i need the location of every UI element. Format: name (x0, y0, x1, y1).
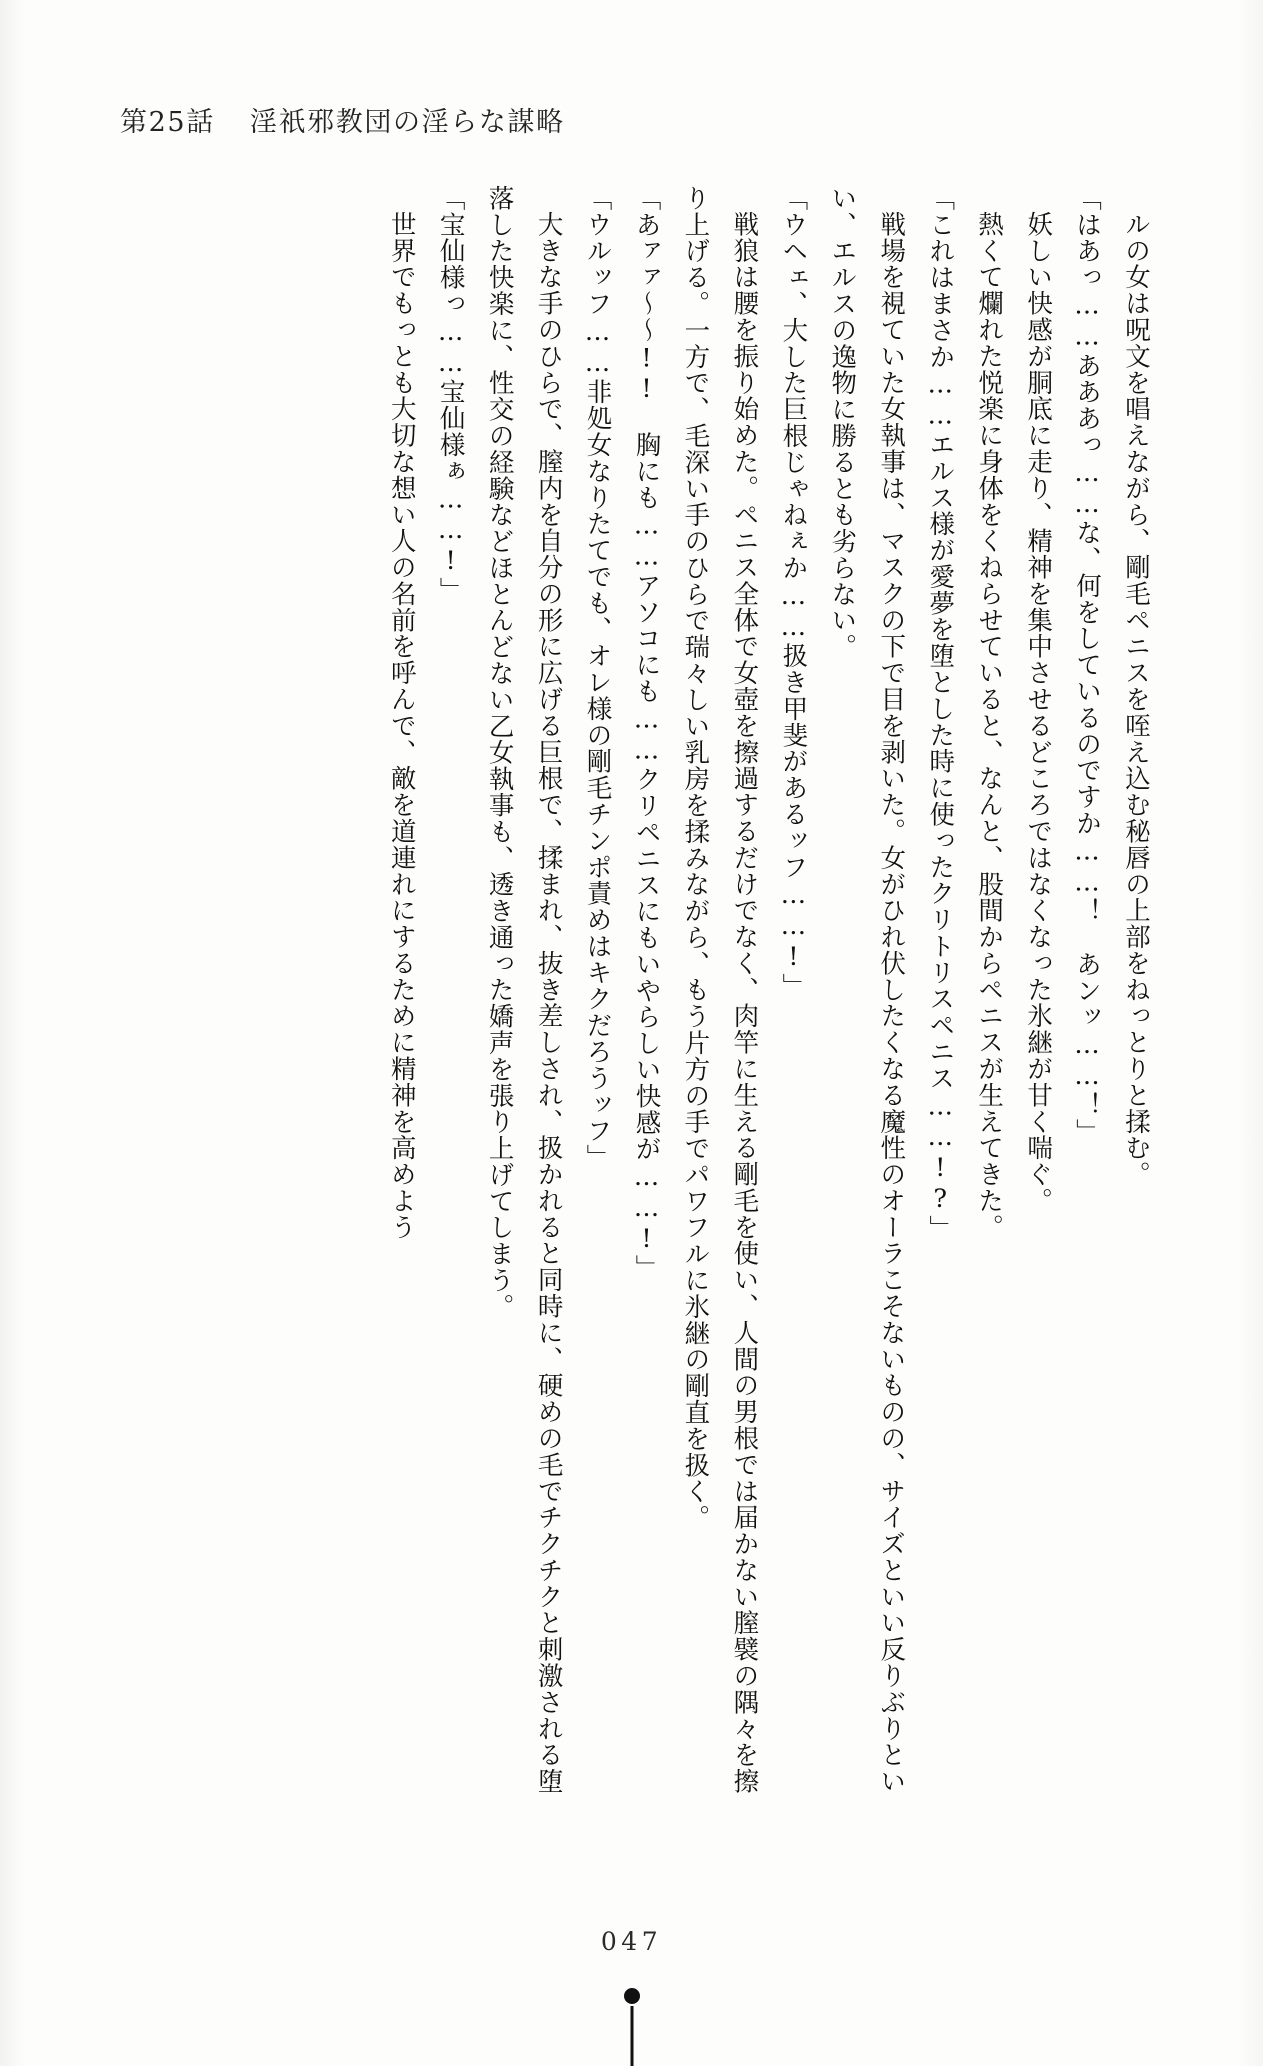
chapter-number: 第25話 (120, 107, 215, 138)
paragraph: 「ウルッフ……非処女なりたてでも、オレ様の剛毛チンポ責めはキクだろうッフ」 (582, 185, 613, 1171)
paragraph: 世界でもっとも大切な想い人の名前を呼んで、敵を道連れにするために精神を高めよう (386, 210, 417, 1240)
binding-line-mark (630, 2006, 633, 2066)
paragraph: 戦場を視ていた女執事は、マスクの下で目を剥いた。女がひれ伏したくなる魔性のオーラこそないものの、サイズといい反りぶりといい、エルスの逸物に勝るとも劣らない。 (827, 185, 907, 1795)
paragraph: 「あァァ～～!! 胸にも……アソコにも……クリペニスにもいやらしい快感が……!」 (631, 185, 662, 1282)
paragraph: 「これはまさか……エルス様が愛夢を堕とした時に使ったクリトリスペニス……!?」 (925, 185, 956, 1242)
vertical-text-column (105, 185, 1160, 1805)
running-head (120, 100, 565, 139)
paragraph: 妖しい快感が胴底に走り、精神を集中させるどころではなくなった氷継が甘く喘ぐ。 (1023, 210, 1054, 1214)
paragraph: 戦狼は腰を振り始めた。ペニス全体で女壺を擦過するだけでなく、肉竿に生える剛毛を使い、人間の男根では届かない膣襞の隅々を擦り上げる。一方で、毛深い手のひらで瑞々しい乳房を揉みながら、もう片方の手でパワフルに氷継の剛直を扱く。 (680, 185, 760, 1795)
paragraph: 「宝仙様っ……宝仙様ぁ……!」 (435, 185, 466, 604)
body-text-area (105, 185, 1160, 1805)
paragraph: 熱くて爛れた悦楽に身体をくねらせていると、なんと、股間からペニスが生えてきた。 (974, 210, 1005, 1240)
paragraph: 大きな手のひらで、膣内を自分の形に広げる巨根で、揉まれ、抜き差しされ、扱かれると同時に、硬めの毛でチクチクと刺激される堕落した快楽に、性交の経験などほとんどない乙女執事も、透き通った嬌声を張り上げてしまう。 (484, 185, 564, 1795)
paragraph: 「はあっ……あああっ……な、何をしているのですか……！ あンッ……！」 (1072, 185, 1103, 1145)
binding-dot-mark (624, 1988, 640, 2004)
paragraph: 「ウヘェ、大した巨根じゃねぇか……扱き甲斐があるッフ……!」 (778, 185, 809, 1000)
page-number: 047 (600, 1927, 663, 1956)
paragraph: ルの女は呪文を唱えながら、剛毛ペニスを咥え込む秘唇の上部をねっとりと揉む。 (1121, 210, 1151, 1188)
chapter-title: 淫祇邪教団の淫らな謀略 (249, 107, 565, 138)
page-edge-shadow-right (1237, 0, 1263, 2066)
page-edge-shadow-left (0, 0, 26, 2066)
